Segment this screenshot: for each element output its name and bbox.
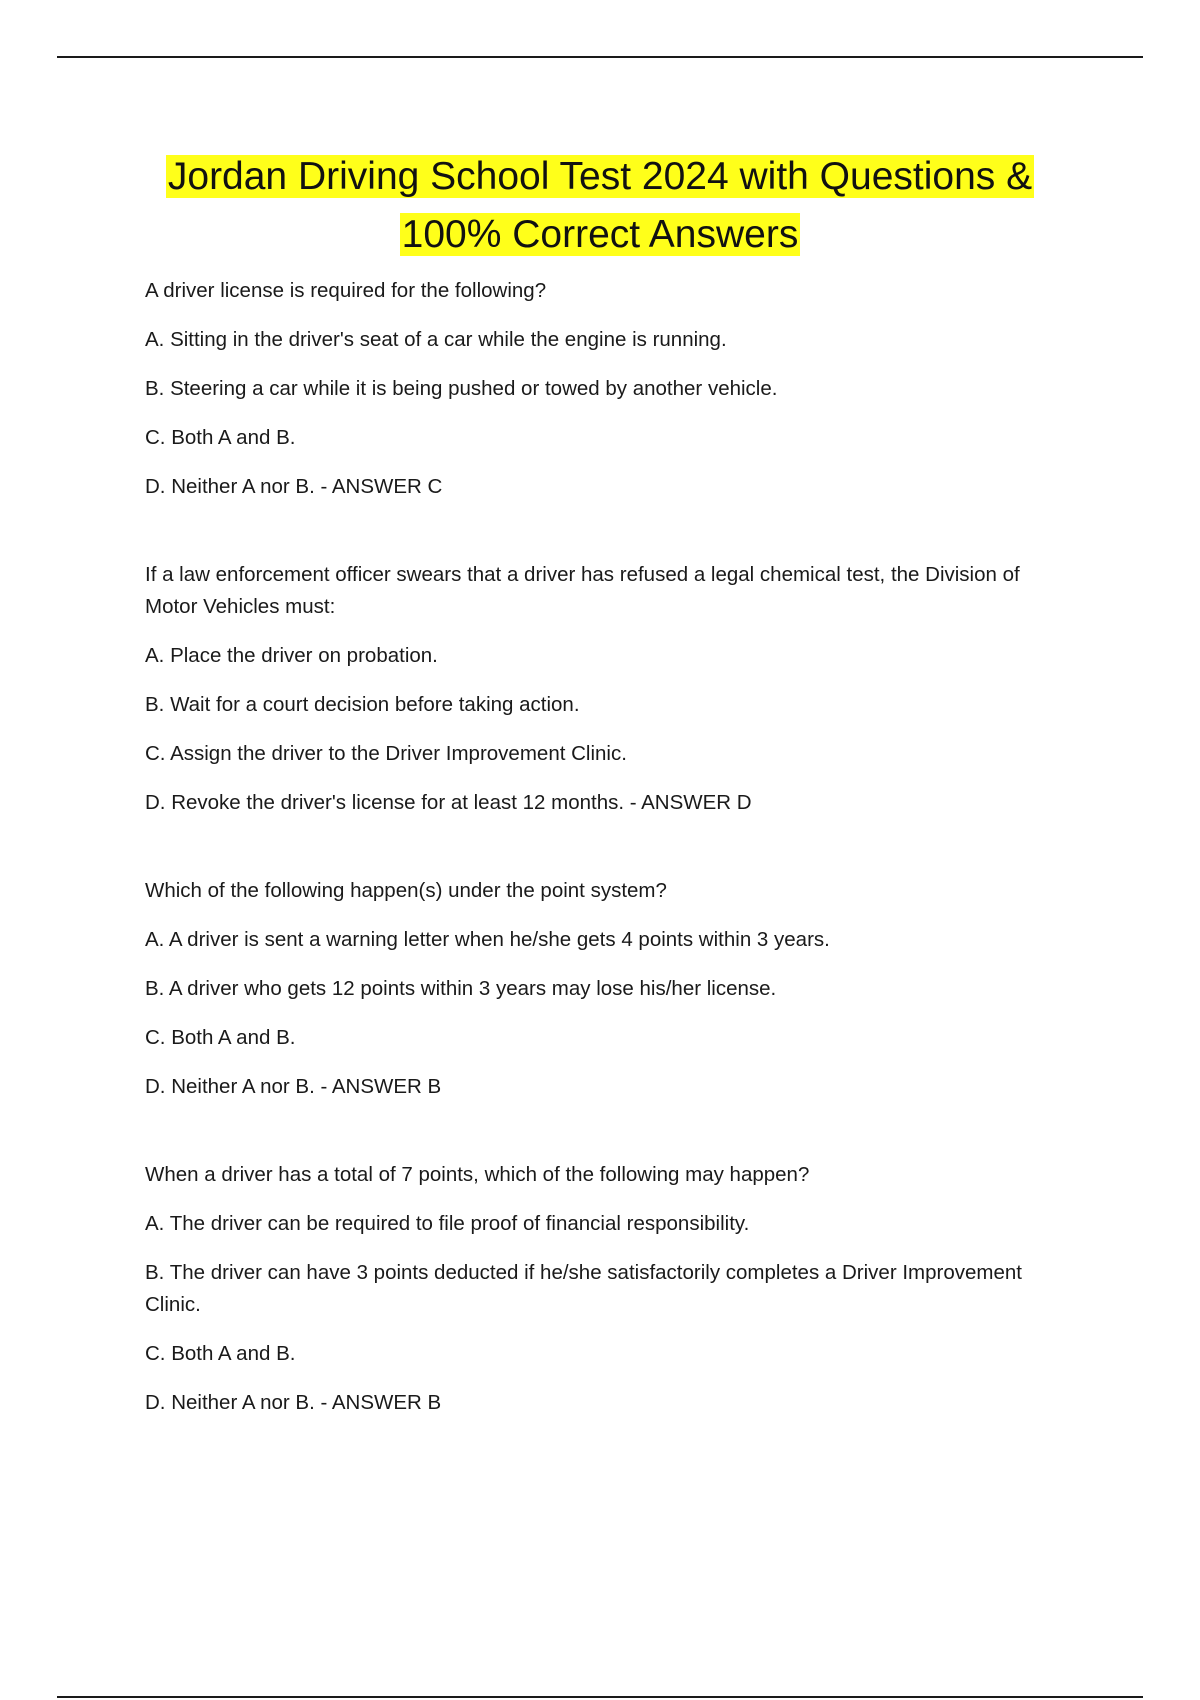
option-a: A. The driver can be required to file proof of financial responsibility. — [145, 1212, 750, 1235]
question-list — [145, 275, 1075, 1475]
question-text: Which of the following happen(s) under the point system? — [145, 879, 667, 902]
option-d-answer: D. Neither A nor B. - ANSWER C — [145, 475, 443, 498]
top-rule — [57, 56, 1143, 58]
option-d-answer: D. Neither A nor B. - ANSWER B — [145, 1075, 442, 1098]
title-line-1: Jordan Driving School Test 2024 with Questions & — [167, 155, 1033, 198]
option-c: C. Both A and B. — [145, 1026, 296, 1049]
option-d-answer: D. Revoke the driver's license for at least 12 months. - ANSWER D — [145, 791, 752, 814]
option-c: C. Both A and B. — [145, 1342, 296, 1365]
option-b: B. A driver who gets 12 points within 3 years may lose his/her license. — [145, 977, 777, 1000]
document-title — [120, 148, 1080, 264]
option-b: B. The driver can have 3 points deducted if he/she satisfactorily completes a Driver Improvement Clinic. — [145, 1261, 1022, 1316]
option-b: B. Wait for a court decision before taking action. — [145, 693, 580, 716]
question-text: A driver license is required for the following? — [145, 279, 547, 302]
question-2 — [145, 559, 1075, 819]
title-line-2: 100% Correct Answers — [401, 213, 799, 256]
option-a: A. A driver is sent a warning letter when he/she gets 4 points within 3 years. — [145, 928, 830, 951]
question-3 — [145, 875, 1075, 1103]
option-d-answer: D. Neither A nor B. - ANSWER B — [145, 1391, 442, 1414]
option-a: A. Sitting in the driver's seat of a car while the engine is running. — [145, 328, 727, 351]
question-text: If a law enforcement officer swears that a driver has refused a legal chemical test, the Division of Motor Vehicles must: — [145, 563, 1020, 618]
option-a: A. Place the driver on probation. — [145, 644, 438, 667]
question-4 — [145, 1159, 1075, 1419]
option-c: C. Assign the driver to the Driver Improvement Clinic. — [145, 742, 627, 765]
question-1 — [145, 275, 1075, 503]
bottom-rule — [57, 1696, 1143, 1698]
question-text: When a driver has a total of 7 points, which of the following may happen? — [145, 1163, 810, 1186]
option-b: B. Steering a car while it is being pushed or towed by another vehicle. — [145, 377, 778, 400]
option-c: C. Both A and B. — [145, 426, 296, 449]
